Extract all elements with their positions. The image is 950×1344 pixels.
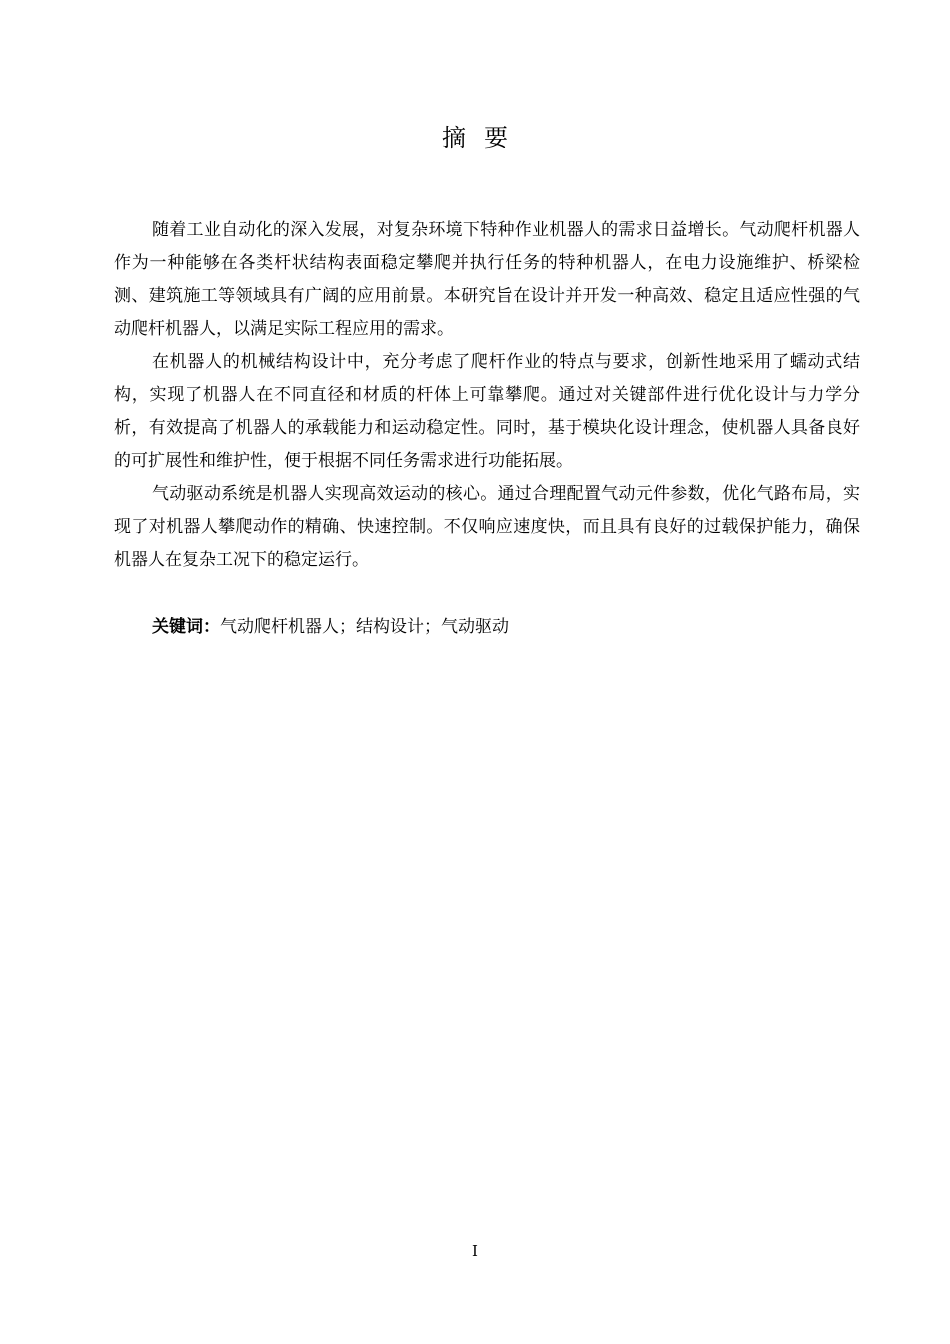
abstract-body — [114, 214, 860, 577]
keywords-label: 关键词： — [152, 617, 220, 637]
abstract-paragraph: 气动驱动系统是机器人实现高效运动的核心。通过合理配置气动元件参数，优化气路布局，实现了对机器人攀爬动作的精确、快速控制。不仅响应速度快，而且具有良好的过载保护能力，确保机器人在复杂工况下的稳定运行。 — [114, 484, 860, 570]
keywords-value: 气动爬杆机器人；结构设计；气动驱动 — [220, 617, 509, 637]
abstract-paragraph: 在机器人的机械结构设计中，充分考虑了爬杆作业的特点与要求，创新性地采用了蠕动式结构，实现了机器人在不同直径和材质的杆体上可靠攀爬。通过对关键部件进行优化设计与力学分析，有效提高了机器人的承载能力和运动稳定性。同时，基于模块化设计理念，使机器人具备良好的可扩展性和维护性，便于根据不同任务需求进行功能拓展。 — [114, 352, 860, 471]
abstract-paragraph: 随着工业自动化的深入发展，对复杂环境下特种作业机器人的需求日益增长。气动爬杆机器人作为一种能够在各类杆状结构表面稳定攀爬并执行任务的特种机器人，在电力设施维护、桥梁检测、建筑施工等领域具有广阔的应用前景。本研究旨在设计并开发一种高效、稳定且适应性强的气动爬杆机器人，以满足实际工程应用的需求。 — [114, 220, 860, 339]
page-title: 摘要 — [442, 124, 526, 152]
page-number: I — [472, 1242, 478, 1260]
keywords-line — [152, 612, 509, 642]
